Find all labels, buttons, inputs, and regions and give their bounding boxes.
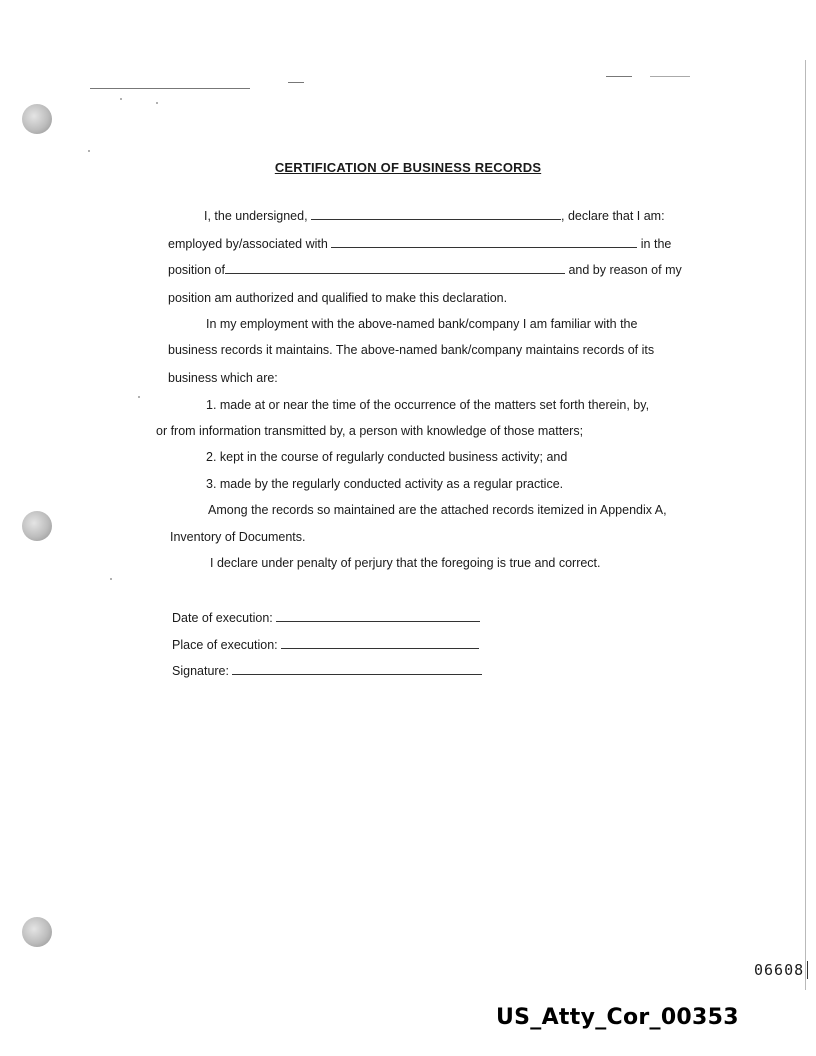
- intro-text: and by reason of my: [568, 263, 682, 277]
- punch-hole-top: [22, 104, 52, 134]
- punch-hole-bottom: [22, 917, 52, 947]
- bates-number: 06608: [754, 961, 808, 979]
- name-blank[interactable]: [311, 208, 561, 220]
- signature-blank[interactable]: [232, 663, 482, 675]
- employer-blank[interactable]: [331, 236, 637, 248]
- intro-line-1: [204, 208, 665, 224]
- date-label: Date of execution:: [172, 611, 273, 625]
- speck: [110, 578, 112, 580]
- scan-line-top-left: [90, 88, 250, 89]
- body-line: Inventory of Documents.: [170, 530, 306, 544]
- body-line: business which are:: [168, 371, 278, 385]
- punch-hole-middle: [22, 511, 52, 541]
- date-row: [172, 610, 480, 625]
- signature-row: [172, 663, 482, 678]
- body-line: In my employment with the above-named bank/company I am familiar with the: [206, 317, 638, 331]
- body-line: Among the records so maintained are the attached records itemized in Appendix A,: [208, 503, 667, 517]
- intro-line-3: [168, 262, 682, 278]
- list-item-2: 2. kept in the course of regularly conducted business activity; and: [206, 450, 568, 464]
- list-item-1-cont: or from information transmitted by, a person with knowledge of those matters;: [156, 424, 584, 438]
- intro-line-2: [168, 236, 671, 252]
- scan-line-top-right-2: [650, 76, 690, 77]
- signature-label: Signature:: [172, 664, 229, 678]
- intro-text: , declare that I am:: [561, 209, 665, 223]
- speck: [156, 102, 158, 104]
- body-line: I declare under penalty of perjury that the foregoing is true and correct.: [210, 556, 601, 570]
- place-label: Place of execution:: [172, 638, 278, 652]
- intro-text: in the: [640, 237, 672, 251]
- speck: [138, 396, 140, 398]
- date-blank[interactable]: [276, 610, 480, 622]
- list-item-3: 3. made by the regularly conducted activity as a regular practice.: [206, 477, 564, 491]
- scan-line-top-right: [606, 76, 632, 77]
- position-blank[interactable]: [225, 262, 565, 274]
- footer-id: US_Atty_Cor_00353: [496, 1005, 739, 1030]
- scan-line-top-mid: [288, 82, 304, 83]
- speck: [120, 98, 122, 100]
- scan-edge: [805, 60, 806, 990]
- body-line: business records it maintains. The above-named bank/company maintains records of its: [168, 343, 655, 357]
- place-row: [172, 637, 479, 652]
- speck: [88, 150, 90, 152]
- intro-text: employed by/associated with: [168, 237, 328, 251]
- page-title: CERTIFICATION OF BUSINESS RECORDS: [274, 160, 542, 175]
- place-blank[interactable]: [281, 637, 479, 649]
- intro-line-4: position am authorized and qualified to make this declaration.: [168, 291, 508, 305]
- list-item-1: 1. made at or near the time of the occurrence of the matters set forth therein, by,: [206, 398, 650, 412]
- intro-text: I, the undersigned,: [204, 209, 308, 223]
- intro-text: position of: [168, 263, 225, 277]
